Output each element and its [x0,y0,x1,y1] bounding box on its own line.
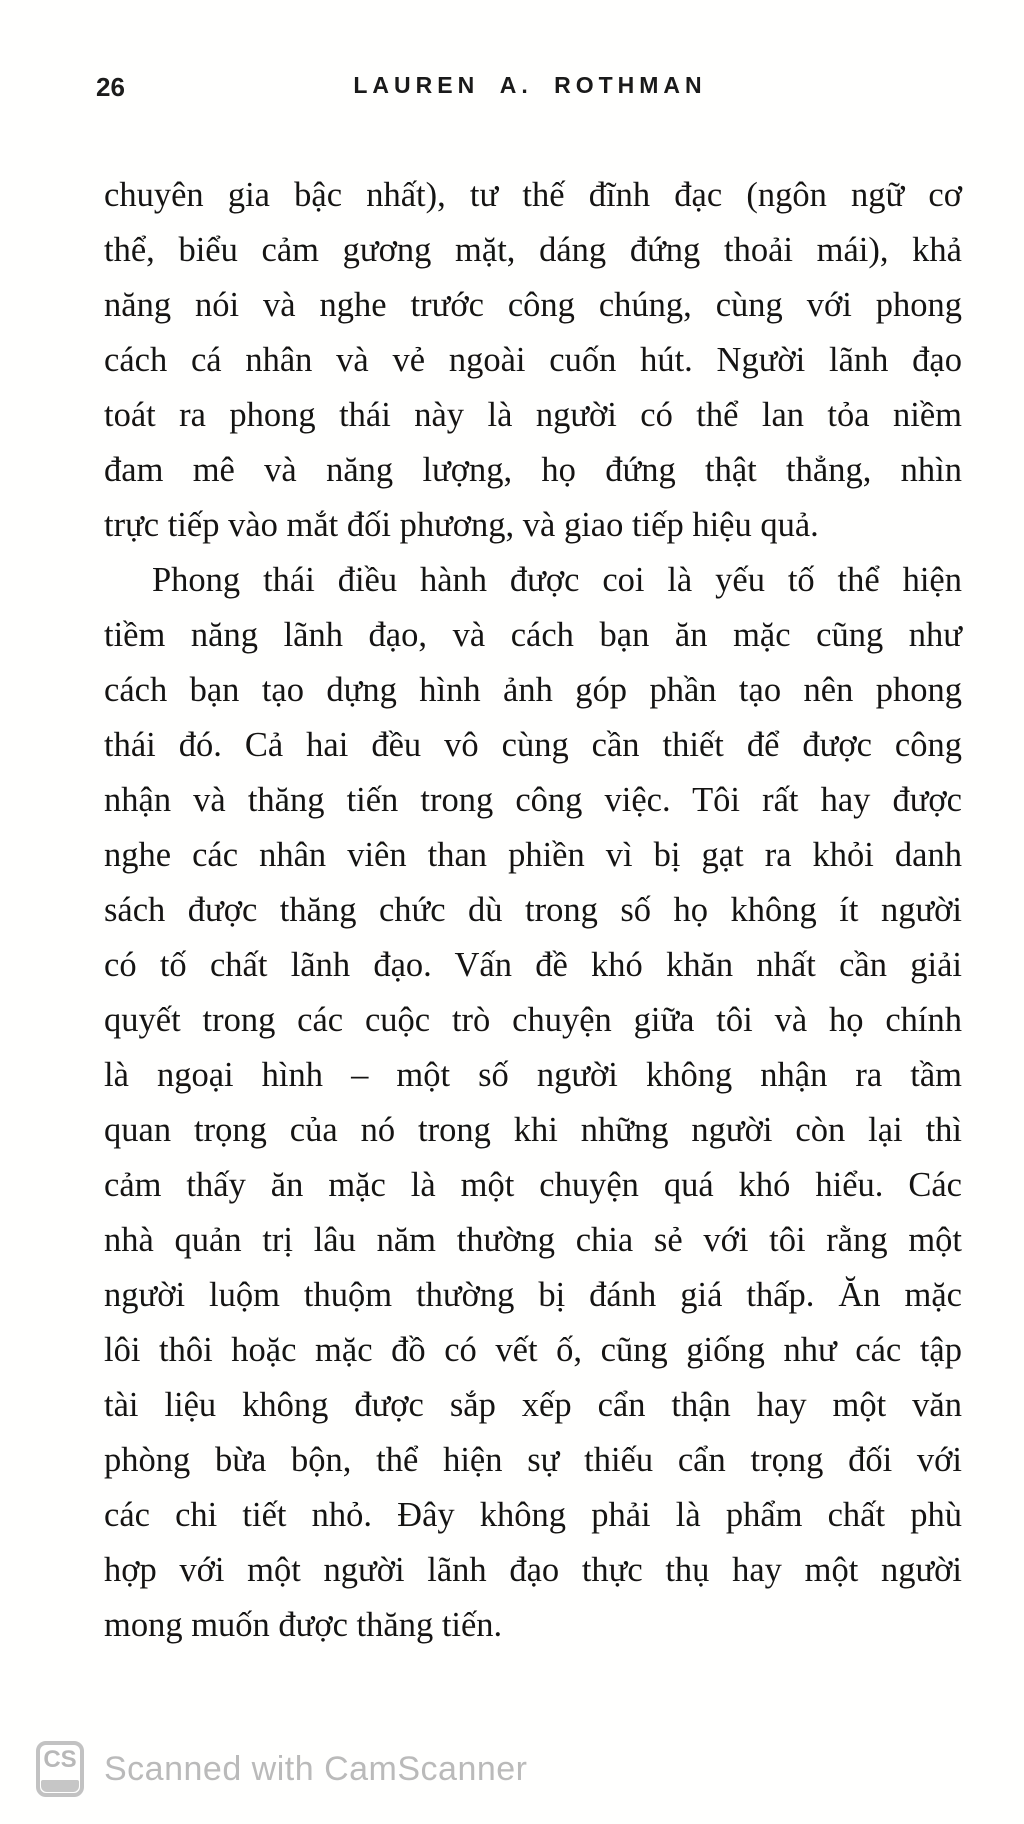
text-line: chuyên gia bậc nhất), tư thế đĩnh đạc (ngôn ngữ cơ [104,176,962,214]
text-line: phòng bừa bộn, thể hiện sự thiếu cẩn trọng đối với [104,1441,962,1479]
text-line: người luộm thuộm thường bị đánh giá thấp. Ăn mặc [104,1276,962,1314]
paragraph [104,553,962,1653]
watermark-text: Scanned with CamScanner [104,1749,528,1788]
text-line: quan trọng của nó trong khi những người còn lại thì [104,1111,962,1149]
running-title: LAUREN A. ROTHMAN [353,72,707,98]
text-line: mong muốn được thăng tiến. [104,1606,503,1644]
camscanner-icon [36,1741,84,1797]
text-line: Phong thái điều hành được coi là yếu tố thể hiện [152,561,962,599]
text-line: lôi thôi hoặc mặc đồ có vết ố, cũng giống như các tập [104,1331,962,1369]
text-line: hợp với một người lãnh đạo thực thụ hay một người [104,1551,962,1589]
camscanner-icon-letters: CS [43,1746,77,1773]
text-line: nhà quản trị lâu năm thường chia sẻ với tôi rằng một [104,1221,962,1259]
text-line: cảm thấy ăn mặc là một chuyện quá khó hiểu. Các [104,1166,962,1204]
camscanner-icon-bar [41,1780,79,1792]
page-number: 26 [96,72,125,102]
text-line: nghe các nhân viên than phiền vì bị gạt ra khỏi danh [104,836,962,874]
camscanner-watermark [36,1740,528,1798]
text-line: quyết trong các cuộc trò chuyện giữa tôi và họ chính [104,1001,962,1039]
text-line: là ngoại hình – một số người không nhận ra tầm [104,1056,962,1094]
text-line: cách cá nhân và vẻ ngoài cuốn hút. Người lãnh đạo [104,341,962,379]
text-line: sách được thăng chức dù trong số họ không ít người [104,891,962,929]
text-line: nhận và thăng tiến trong công việc. Tôi rất hay được [104,781,962,819]
text-line: có tố chất lãnh đạo. Vấn đề khó khăn nhất cần giải [104,946,962,984]
text-line: cách bạn tạo dựng hình ảnh góp phần tạo nên phong [104,671,962,709]
text-line: thái đó. Cả hai đều vô cùng cần thiết để được công [104,726,962,764]
text-line: tiềm năng lãnh đạo, và cách bạn ăn mặc cũng như [104,616,962,654]
text-line: trực tiếp vào mắt đối phương, và giao tiếp hiệu quả. [104,506,819,544]
text-line: đam mê và năng lượng, họ đứng thật thẳng, nhìn [104,451,962,489]
page-body [104,168,962,1653]
text-line: toát ra phong thái này là người có thể lan tỏa niềm [104,396,962,434]
text-line: thể, biểu cảm gương mặt, dáng đứng thoải mái), khả [104,231,962,269]
paragraph [104,168,962,553]
text-line: các chi tiết nhỏ. Đây không phải là phẩm chất phù [104,1496,962,1534]
text-line: tài liệu không được sắp xếp cẩn thận hay một văn [104,1386,962,1424]
page-header [0,70,1024,110]
text-line: năng nói và nghe trước công chúng, cùng với phong [104,286,962,324]
